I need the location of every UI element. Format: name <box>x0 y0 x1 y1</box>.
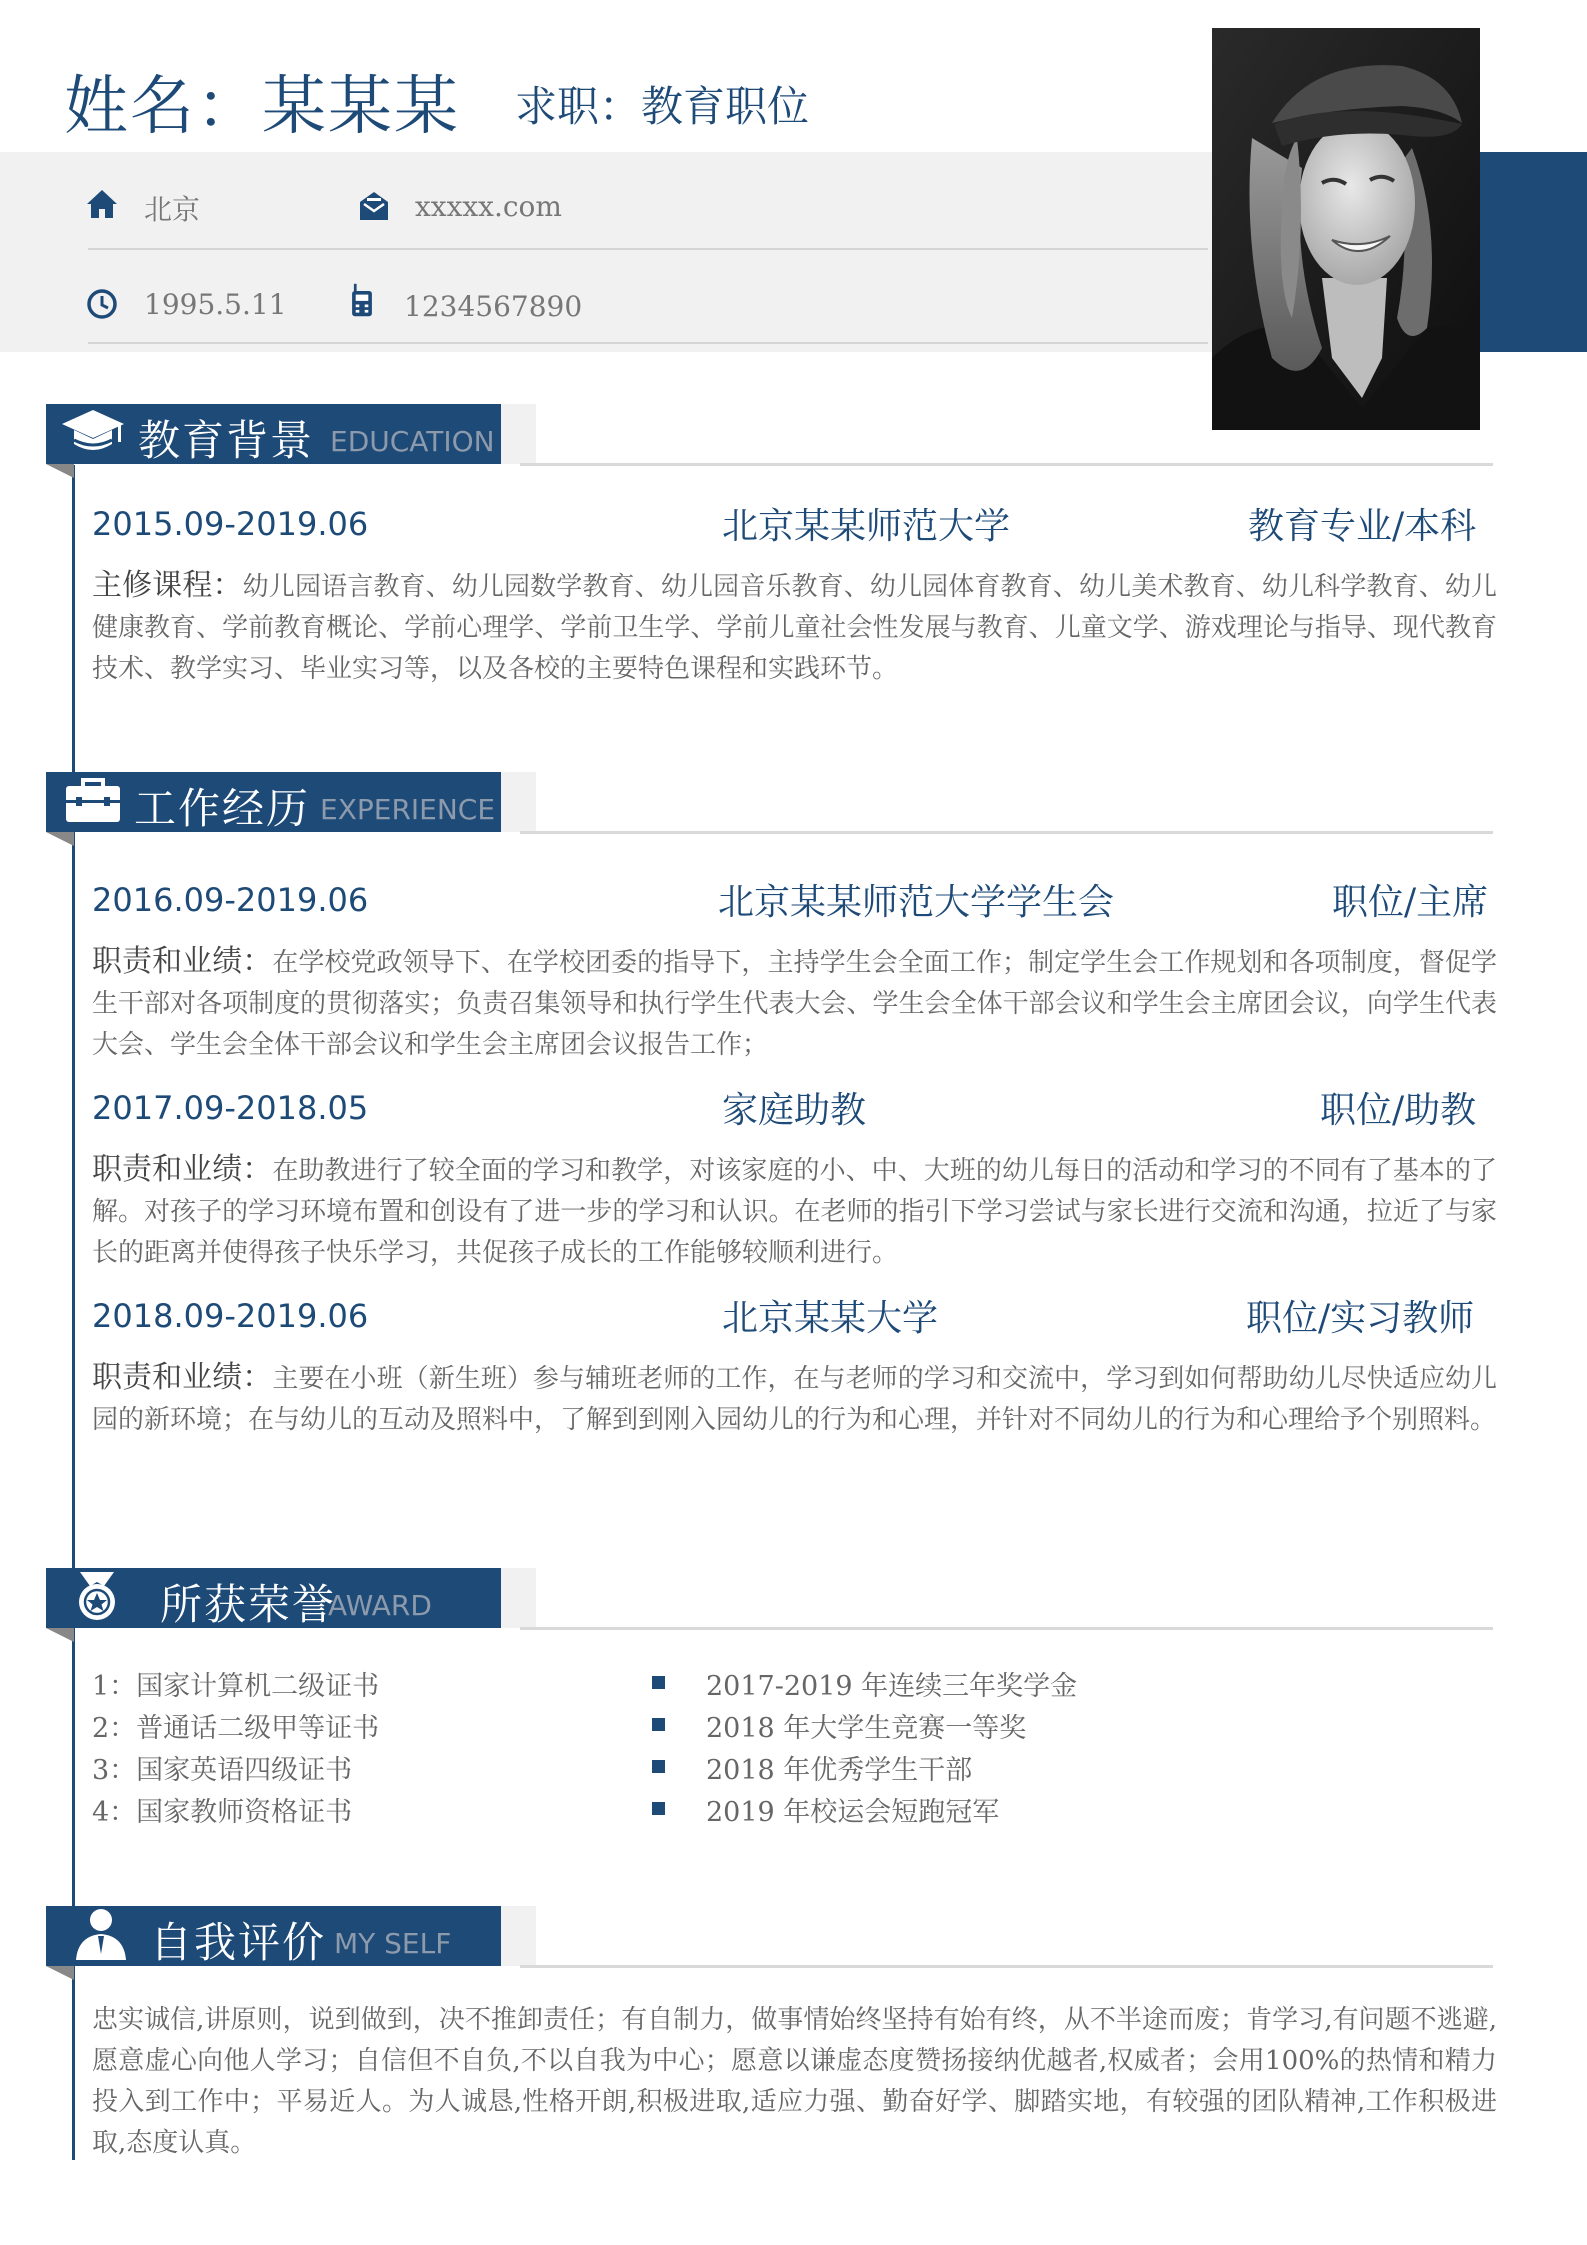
experience-duties-text: 在助教进行了较全面的学习和教学，对该家庭的小、中、大班的幼儿每日的活动和学习的不同有了基本的了解。对孩子的学习环境布置和创设有了进一步的学习和认识。在老师的指引下学习尝试与家长进行交流和沟通，拉近了与家长的距离并使得孩子快乐学习，共促孩子成长的工作能够较顺利进行。 <box>92 1156 1498 1268</box>
experience-duties-label: 职责和业绩： <box>92 1360 273 1395</box>
experience-date: 2016.09-2019.06 <box>92 881 369 919</box>
accent-bar <box>1478 152 1587 352</box>
contact-birthday: 1995.5.11 <box>144 288 287 321</box>
experience-duties-text: 主要在小班（新生班）参与辅班老师的工作，在与老师的学习和交流中，学习到如何帮助幼儿尽快适应幼儿园的新环境；在与幼儿的互动及照料中，了解到到刚入园幼儿的行为和心理，并针对不同幼儿的行为和心理给予个别照料。 <box>92 1364 1498 1435</box>
section-rule <box>520 463 1493 466</box>
section-subtitle-award: AWARD <box>328 1589 432 1622</box>
bullet-icon <box>652 1802 665 1815</box>
phone-icon <box>344 282 380 318</box>
clock-icon <box>84 286 120 322</box>
section-subtitle-self: MY SELF <box>334 1927 452 1960</box>
contact-divider <box>88 248 1208 250</box>
medal-icon <box>62 1568 132 1624</box>
section-title-award: 所获荣誉 <box>160 1580 337 1629</box>
experience-org: 家庭助教 <box>722 1090 867 1131</box>
section-fold <box>46 832 74 846</box>
education-courses <box>92 565 1497 690</box>
section-title-experience: 工作经历 <box>134 784 311 833</box>
certificate-item: 4：国家教师资格证书 <box>92 1797 353 1828</box>
section-subtitle-education: EDUCATION <box>330 425 495 458</box>
experience-org: 北京某某师范大学学生会 <box>718 882 1115 923</box>
experience-duties-label: 职责和业绩： <box>92 1152 273 1187</box>
section-subtitle-experience: EXPERIENCE <box>320 793 496 826</box>
contact-email[interactable]: xxxxx.com <box>415 190 562 223</box>
education-courses-label: 主修课程： <box>92 568 243 603</box>
experience-duties <box>92 941 1497 1066</box>
briefcase-icon <box>58 772 128 828</box>
section-rule <box>520 1627 1493 1630</box>
certificate-item: 2：普通话二级甲等证书 <box>92 1713 380 1744</box>
self-evaluation-text: 忠实诚信,讲原则，说到做到，决不推卸责任；有自制力，做事情始终坚持有始有终，从不半途而废；肯学习,有问题不逃避,愿意虚心向他人学习；自信但不自负,不以自我为中心；愿意以谦虚态度赞扬接纳优越者,权威者；会用100%的热情和精力投入到工作中；平易近人。为人诚恳,性格开朗,积极进取,适应力强、勤奋好学、脚踏实地，有较强的团队精神,工作积极进取,态度认真。 <box>92 2005 1497 2158</box>
contact-band <box>0 152 1230 352</box>
contact-phone[interactable]: 1234567890 <box>404 290 583 323</box>
candidate-name: 姓名：某某某 <box>64 70 460 144</box>
experience-date: 2017.09-2018.05 <box>92 1089 369 1127</box>
graduation-cap-icon <box>58 404 128 460</box>
section-fold <box>46 1628 74 1642</box>
person-icon <box>66 1906 136 1962</box>
section-rule <box>520 831 1493 834</box>
bullet-icon <box>652 1718 665 1731</box>
job-objective: 求职：教育职位 <box>515 82 810 131</box>
experience-role: 职位/实习教师 <box>1246 1298 1475 1339</box>
section-rule <box>520 1965 1493 1968</box>
education-courses-text: 幼儿园语言教育、幼儿园数学教育、幼儿园音乐教育、幼儿园体育教育、幼儿美术教育、幼儿科学教育、幼儿健康教育、学前教育概论、学前心理学、学前卫生学、学前儿童社会性发展与教育、儿童文学、游戏理论与指导、现代教育技术、教学实习、毕业实习等，以及各校的主要特色课程和实践环节。 <box>92 572 1497 684</box>
section-fold <box>46 1966 74 1980</box>
experience-role: 职位/主席 <box>1332 882 1489 923</box>
bullet-icon <box>652 1676 665 1689</box>
education-date: 2015.09-2019.06 <box>92 505 369 543</box>
bullet-icon <box>652 1760 665 1773</box>
certificate-item: 1：国家计算机二级证书 <box>92 1671 380 1702</box>
honor-item: 2018 年优秀学生干部 <box>706 1755 973 1786</box>
experience-date: 2018.09-2019.06 <box>92 1297 369 1335</box>
honor-item: 2019 年校运会短跑冠军 <box>706 1797 1000 1828</box>
education-major: 教育专业/本科 <box>1248 506 1477 547</box>
experience-duties-label: 职责和业绩： <box>92 944 273 979</box>
section-title-education: 教育背景 <box>138 416 315 465</box>
mail-icon <box>356 188 392 224</box>
contact-divider <box>88 342 1208 344</box>
experience-duties-text: 在学校党政领导下、在学校团委的指导下，主持学生会全面工作；制定学生会工作规划和各项制度，督促学生干部对各项制度的贯彻落实；负责召集领导和执行学生代表大会、学生会全体干部会议和学生会主席团会议，向学生代表大会、学生会全体干部会议和学生会主席团会议报告工作； <box>92 948 1498 1060</box>
honor-item: 2018 年大学生竞赛一等奖 <box>706 1713 1027 1744</box>
education-school: 北京某某师范大学 <box>722 506 1011 547</box>
experience-duties <box>92 1149 1497 1274</box>
experience-org: 北京某某大学 <box>722 1298 939 1339</box>
contact-city: 北京 <box>144 193 201 226</box>
section-title-self: 自我评价 <box>150 1918 327 1967</box>
certificate-item: 3：国家英语四级证书 <box>92 1755 353 1786</box>
honor-item: 2017-2019 年连续三年奖学金 <box>706 1671 1078 1702</box>
profile-photo <box>1212 28 1480 430</box>
experience-role: 职位/助教 <box>1320 1090 1477 1131</box>
experience-duties <box>92 1357 1497 1441</box>
section-fold <box>46 464 74 478</box>
home-icon <box>84 186 120 222</box>
